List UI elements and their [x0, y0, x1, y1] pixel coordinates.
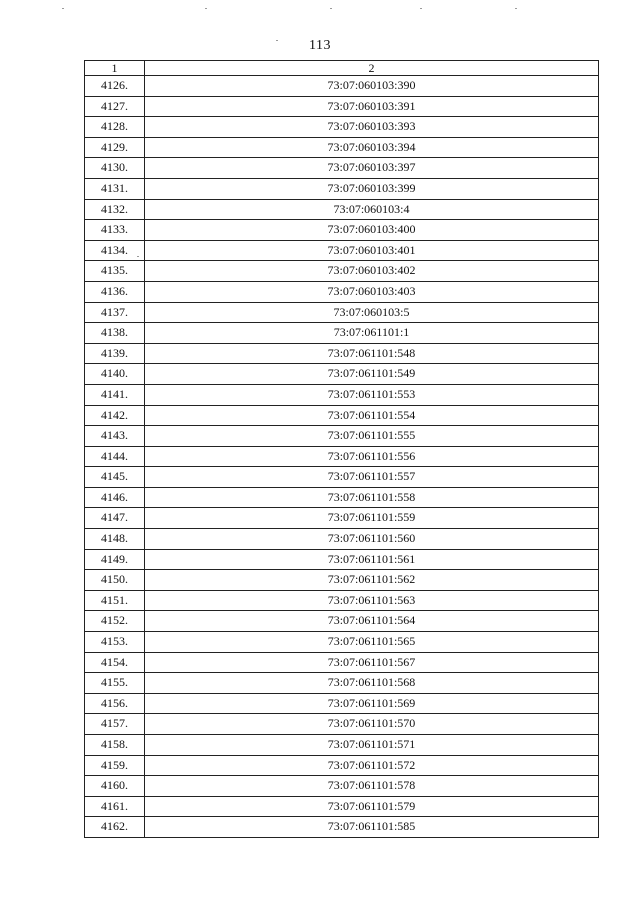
table-row	[85, 817, 599, 838]
table-row	[85, 590, 599, 611]
row-number-cell: 4162.	[85, 817, 145, 838]
row-number-cell: 4132.	[85, 199, 145, 220]
table-row	[85, 611, 599, 632]
row-number-cell: 4151.	[85, 590, 145, 611]
row-number-cell: 4157.	[85, 714, 145, 735]
cadastral-number-cell: 73:07:061101:557	[145, 467, 599, 488]
table-row	[85, 693, 599, 714]
table-row	[85, 178, 599, 199]
row-number-cell: 4137.	[85, 302, 145, 323]
row-number-cell: 4134.	[85, 240, 145, 261]
cadastral-number-cell: 73:07:060103:391	[145, 96, 599, 117]
table-row	[85, 302, 599, 323]
cadastral-number-cell: 73:07:061101:564	[145, 611, 599, 632]
cadastral-number-cell: 73:07:060103:393	[145, 117, 599, 138]
cadastral-number-cell: 73:07:061101:570	[145, 714, 599, 735]
cadastral-number-cell: 73:07:061101:568	[145, 673, 599, 694]
row-number-cell: 4135.	[85, 261, 145, 282]
row-number-cell: 4143.	[85, 426, 145, 447]
row-number-cell: 4138.	[85, 323, 145, 344]
cadastral-number-cell: 73:07:061101:565	[145, 632, 599, 653]
table-row	[85, 261, 599, 282]
scan-speck	[515, 8, 517, 9]
table-row	[85, 384, 599, 405]
cadastral-number-cell: 73:07:061101:571	[145, 735, 599, 756]
row-number-cell: 4141.	[85, 384, 145, 405]
table-row	[85, 281, 599, 302]
row-number-cell: 4148.	[85, 529, 145, 550]
table-row	[85, 673, 599, 694]
table-row	[85, 776, 599, 797]
row-number-cell: 4128.	[85, 117, 145, 138]
cadastral-number-cell: 73:07:061101:563	[145, 590, 599, 611]
cadastral-number-cell: 73:07:061101:553	[145, 384, 599, 405]
table-row	[85, 487, 599, 508]
cadastral-number-cell: 73:07:061101:569	[145, 693, 599, 714]
scan-speck	[137, 256, 139, 257]
cadastral-number-cell: 73:07:061101:561	[145, 549, 599, 570]
row-number-cell: 4150.	[85, 570, 145, 591]
cadastral-number-cell: 73:07:061101:572	[145, 755, 599, 776]
scan-speck	[62, 8, 64, 9]
cadastral-number-table	[84, 60, 599, 838]
cadastral-number-cell: 73:07:061101:556	[145, 446, 599, 467]
table-row	[85, 735, 599, 756]
row-number-cell: 4136.	[85, 281, 145, 302]
table-row	[85, 652, 599, 673]
cadastral-number-cell: 73:07:060103:403	[145, 281, 599, 302]
row-number-cell: 4127.	[85, 96, 145, 117]
table-row	[85, 199, 599, 220]
row-number-cell: 4145.	[85, 467, 145, 488]
row-number-cell: 4161.	[85, 796, 145, 817]
table-row	[85, 426, 599, 447]
row-number-cell: 4152.	[85, 611, 145, 632]
table-row	[85, 76, 599, 97]
table-row	[85, 137, 599, 158]
cadastral-number-cell: 73:07:061101:562	[145, 570, 599, 591]
cadastral-number-cell: 73:07:060103:397	[145, 158, 599, 179]
row-number-cell: 4129.	[85, 137, 145, 158]
row-number-cell: 4153.	[85, 632, 145, 653]
header-col-1: 1	[85, 61, 145, 76]
cadastral-number-cell: 73:07:061101:578	[145, 776, 599, 797]
scan-speck	[330, 8, 332, 9]
row-number-cell: 4156.	[85, 693, 145, 714]
table-row	[85, 714, 599, 735]
cadastral-number-cell: 73:07:060103:401	[145, 240, 599, 261]
cadastral-number-cell: 73:07:060103:400	[145, 220, 599, 241]
cadastral-number-cell: 73:07:061101:549	[145, 364, 599, 385]
cadastral-number-cell: 73:07:061101:559	[145, 508, 599, 529]
row-number-cell: 4139.	[85, 343, 145, 364]
row-number-cell: 4144.	[85, 446, 145, 467]
cadastral-number-cell: 73:07:061101:579	[145, 796, 599, 817]
cadastral-number-cell: 73:07:061101:558	[145, 487, 599, 508]
table-row	[85, 508, 599, 529]
cadastral-number-cell: 73:07:060103:399	[145, 178, 599, 199]
row-number-cell: 4154.	[85, 652, 145, 673]
cadastral-number-cell: 73:07:060103:394	[145, 137, 599, 158]
scan-speck	[205, 8, 207, 9]
cadastral-number-cell: 73:07:060103:390	[145, 76, 599, 97]
row-number-cell: 4126.	[85, 76, 145, 97]
cadastral-number-cell: 73:07:061101:548	[145, 343, 599, 364]
row-number-cell: 4147.	[85, 508, 145, 529]
table-body	[85, 61, 599, 838]
table-row	[85, 240, 599, 261]
header-col-2: 2	[145, 61, 599, 76]
table-row	[85, 796, 599, 817]
table-row	[85, 446, 599, 467]
table-row	[85, 323, 599, 344]
cadastral-number-cell: 73:07:060103:402	[145, 261, 599, 282]
cadastral-number-cell: 73:07:061101:555	[145, 426, 599, 447]
table-row	[85, 220, 599, 241]
cadastral-number-cell: 73:07:060103:5	[145, 302, 599, 323]
row-number-cell: 4155.	[85, 673, 145, 694]
table-row	[85, 96, 599, 117]
page-number: 113	[309, 38, 331, 53]
table-row	[85, 158, 599, 179]
table-row	[85, 364, 599, 385]
cadastral-number-cell: 73:07:060103:4	[145, 199, 599, 220]
table-row	[85, 549, 599, 570]
table-row	[85, 405, 599, 426]
table-row	[85, 343, 599, 364]
row-number-cell: 4142.	[85, 405, 145, 426]
cadastral-number-cell: 73:07:061101:560	[145, 529, 599, 550]
row-number-cell: 4158.	[85, 735, 145, 756]
table-row	[85, 755, 599, 776]
table-header-row	[85, 61, 599, 76]
row-number-cell: 4131.	[85, 178, 145, 199]
row-number-cell: 4140.	[85, 364, 145, 385]
cadastral-number-cell: 73:07:061101:554	[145, 405, 599, 426]
row-number-cell: 4130.	[85, 158, 145, 179]
row-number-cell: 4146.	[85, 487, 145, 508]
row-number-cell: 4133.	[85, 220, 145, 241]
cadastral-number-cell: 73:07:061101:1	[145, 323, 599, 344]
row-number-cell: 4160.	[85, 776, 145, 797]
table-row	[85, 117, 599, 138]
cadastral-number-cell: 73:07:061101:567	[145, 652, 599, 673]
table-row	[85, 467, 599, 488]
row-number-cell: 4149.	[85, 549, 145, 570]
row-number-cell: 4159.	[85, 755, 145, 776]
cadastral-number-cell: 73:07:061101:585	[145, 817, 599, 838]
table-row	[85, 570, 599, 591]
scan-speck	[276, 40, 278, 41]
scan-speck	[420, 8, 422, 9]
table-row	[85, 632, 599, 653]
table-row	[85, 529, 599, 550]
